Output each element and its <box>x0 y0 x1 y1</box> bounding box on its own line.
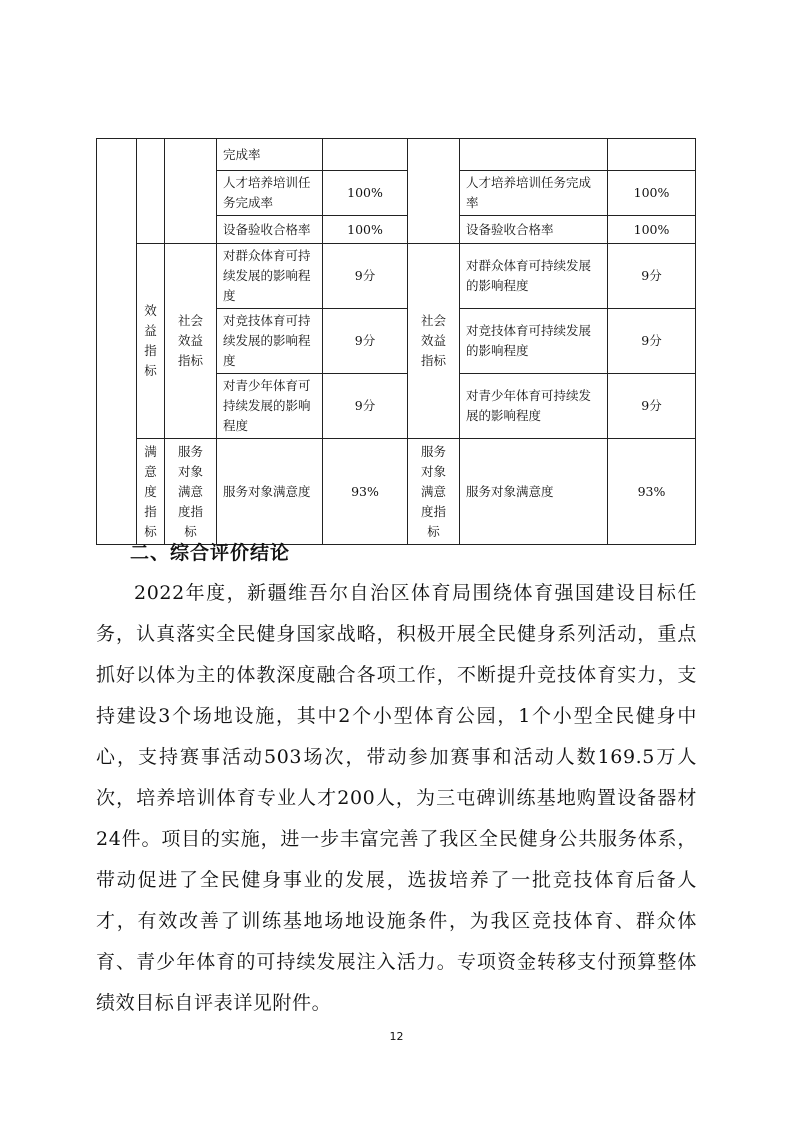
performance-indicator-table <box>96 138 696 545</box>
right-value-cell: 100% <box>608 216 696 244</box>
right-indicator-cell: 服务对象满意度 <box>460 439 608 545</box>
right-value-cell: 93% <box>608 439 696 545</box>
left-value-cell: 100% <box>323 171 408 216</box>
social-benefit-label-left: 社会效益指标 <box>165 244 217 439</box>
right-indicator-cell: 人才培养培训任务完成率 <box>460 171 608 216</box>
left-indicator-cell: 对竞技体育可持续发展的影响程度 <box>217 309 323 374</box>
social-benefit-label-right: 社会效益指标 <box>408 244 460 439</box>
right-indicator-cell: 设备验收合格率 <box>460 216 608 244</box>
right-indicator-cell: 对群众体育可持续发展的影响程度 <box>460 244 608 309</box>
left-value-cell: 100% <box>323 216 408 244</box>
service-satisfaction-label-left: 服务对象满意度指标 <box>165 439 217 545</box>
left-indicator-cell: 对群众体育可持续发展的影响程度 <box>217 244 323 309</box>
right-value-cell: 9分 <box>608 244 696 309</box>
right-value-cell: 9分 <box>608 309 696 374</box>
right-value-cell: 100% <box>608 171 696 216</box>
left-indicator-cell: 设备验收合格率 <box>217 216 323 244</box>
left-value-cell: 93% <box>323 439 408 545</box>
left-indicator-cell: 对青少年体育可持续发展的影响程度 <box>217 374 323 439</box>
left-value-cell: 9分 <box>323 309 408 374</box>
left-indicator-cell: 服务对象满意度 <box>217 439 323 545</box>
right-value-cell: 9分 <box>608 374 696 439</box>
table-blank-cell <box>165 139 217 244</box>
left-value-cell <box>323 139 408 171</box>
table-blank-cell <box>137 139 165 244</box>
right-indicator-cell <box>460 139 608 171</box>
left-indicator-cell: 人才培养培训任务完成率 <box>217 171 323 216</box>
satisfaction-indicator-label: 满意度指标 <box>137 439 165 545</box>
table-blank-column <box>97 139 137 545</box>
page-number: 12 <box>389 1030 404 1043</box>
section-heading: 二、综合评价结论 <box>130 542 291 564</box>
left-value-cell: 9分 <box>323 374 408 439</box>
right-value-cell <box>608 139 696 171</box>
conclusion-paragraph: 2022年度，新疆维吾尔自治区体育局围绕体育强国建设目标任务，认真落实全民健身国家战略，积极开展全民健身系列活动，重点抓好以体为主的体教深度融合各项工作，不断提升竞技体育实力，支持建设3个场地设施，其中2个小型体育公园，1个小型全民健身中心，支持赛事活动503场次，带动参加赛事和活动人数169.5万人次，培养培训体育专业人才200人，为三屯碑训练基地购置设备器材24件。项目的实施，进一步丰富完善了我区全民健身公共服务体系，带动促进了全民健身事业的发展，选拔培养了一批竞技体育后备人才，有效改善了训练基地场地设施条件，为我区竞技体育、群众体育、青少年体育的可持续发展注入活力。专项资金转移支付预算整体绩效目标自评表详见附件。 <box>96 582 697 1014</box>
table-blank-cell <box>408 139 460 244</box>
service-satisfaction-label-right: 服务对象满意度指标 <box>408 439 460 545</box>
right-indicator-cell: 对青少年体育可持续发展的影响程度 <box>460 374 608 439</box>
left-indicator-cell: 完成率 <box>217 139 323 171</box>
left-value-cell: 9分 <box>323 244 408 309</box>
benefit-indicator-label: 效益指标 <box>137 244 165 439</box>
right-indicator-cell: 对竞技体育可持续发展的影响程度 <box>460 309 608 374</box>
